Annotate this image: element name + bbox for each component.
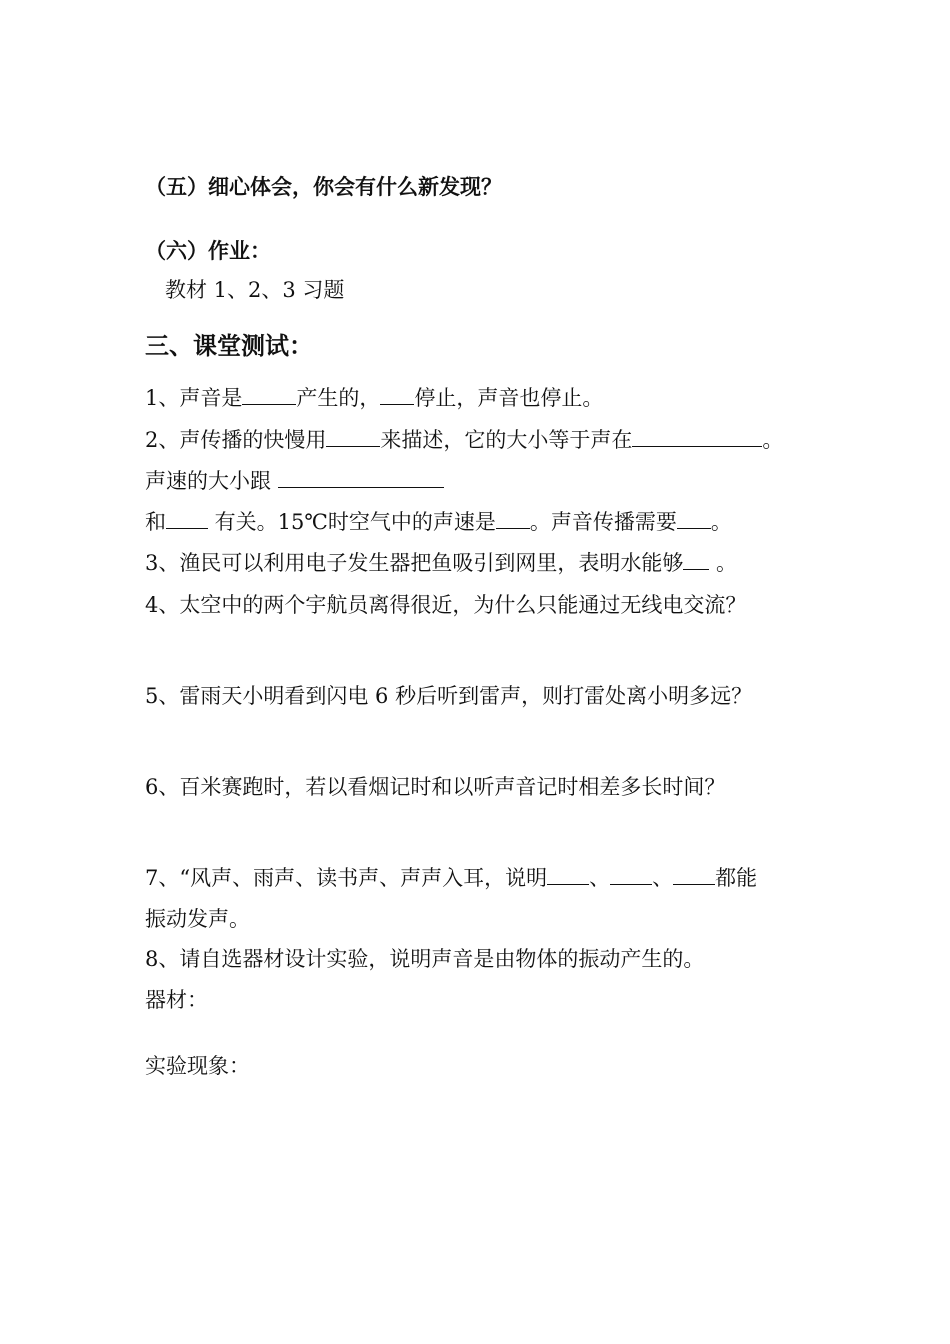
q2-blank-4[interactable] xyxy=(166,510,208,529)
q2-line2-text: 声速的大小跟 xyxy=(145,469,278,493)
q7-text-a: 7、“风声、雨声、读书声、声声入耳，说明 xyxy=(145,866,548,890)
q1-text-c: 停止，声音也停止。 xyxy=(414,386,604,410)
homework-content: 教材 1、2、3 习题 xyxy=(165,278,345,302)
question-5: 5、雷雨天小明看到闪电 6 秒后听到雷声，则打雷处离小明多远？ xyxy=(145,684,753,708)
q1-blank-2[interactable] xyxy=(380,386,414,405)
question-2-line-3 xyxy=(145,508,732,536)
q3-blank-1[interactable] xyxy=(683,551,709,570)
question-8: 8、请自选器材设计实验，说明声音是由物体的振动产生的。 xyxy=(145,947,705,971)
q2-line3-text-c: 。声音传播需要 xyxy=(529,510,677,534)
section-5-title: （五）细心体会，你会有什么新发现？ xyxy=(145,174,502,199)
q2-blank-1[interactable] xyxy=(326,428,380,447)
q7-text-c: 、 xyxy=(652,866,674,890)
q7-blank-3[interactable] xyxy=(673,866,715,885)
q3-text-b: 。 xyxy=(709,551,738,575)
question-2-line-2 xyxy=(145,467,444,495)
question-1 xyxy=(145,384,603,412)
q2-blank-3[interactable] xyxy=(278,469,444,488)
question-7-line-2: 振动发声。 xyxy=(145,907,250,931)
q2-blank-5[interactable] xyxy=(496,510,530,529)
q2-text-c: 。 xyxy=(762,428,784,452)
question-7 xyxy=(145,864,757,892)
q1-blank-1[interactable] xyxy=(242,386,296,405)
section-3-title: 三、课堂测试： xyxy=(145,331,313,360)
phenomenon-label: 实验现象： xyxy=(145,1054,250,1078)
question-3 xyxy=(145,549,737,577)
q7-text-b: 、 xyxy=(589,866,611,890)
q7-text-d: 都能 xyxy=(715,866,758,890)
q7-blank-2[interactable] xyxy=(610,866,652,885)
section-6-title: （六）作业： xyxy=(145,238,271,263)
materials-label: 器材： xyxy=(145,988,208,1012)
q2-text-a: 2、声传播的快慢用 xyxy=(145,428,327,452)
q3-text-a: 3、渔民可以利用电子发生器把鱼吸引到网里，表明水能够 xyxy=(145,551,684,575)
q2-blank-6[interactable] xyxy=(677,510,711,529)
q1-text-b: 产生的， xyxy=(296,386,381,410)
q7-blank-1[interactable] xyxy=(547,866,589,885)
q2-blank-2[interactable] xyxy=(632,428,762,447)
question-2 xyxy=(145,426,783,454)
q1-text-a: 1、声音是 xyxy=(145,386,243,410)
q2-line3-text-d: 。 xyxy=(710,510,732,534)
question-4: 4、太空中的两个宇航员离得很近，为什么只能通过无线电交流？ xyxy=(145,593,747,617)
q2-text-b: 来描述，它的大小等于声在 xyxy=(380,428,633,452)
q2-line3-text-b: 有关。15℃时空气中的声速是 xyxy=(208,510,496,534)
q2-line3-text-a: 和 xyxy=(145,510,166,534)
question-6: 6、百米赛跑时，若以看烟记时和以听声音记时相差多长时间？ xyxy=(145,775,726,799)
